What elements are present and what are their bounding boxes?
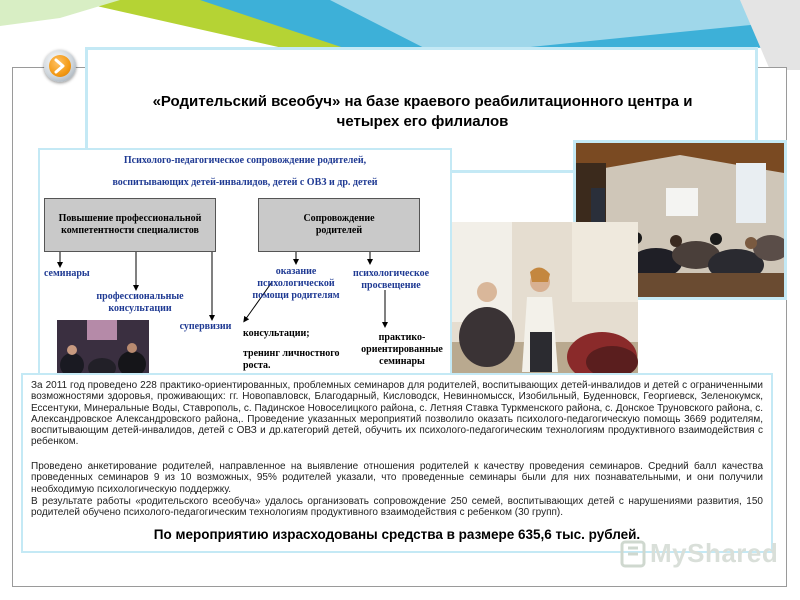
expenses-summary: По мероприятию израсходованы средства в размере 635,6 тыс. рублей. bbox=[153, 527, 641, 542]
title-line: «Родительский всеобуч» на базе краевого реабилитационного центра и bbox=[152, 93, 693, 110]
report-paragraph: Проведено анкетирование родителей, направленное на выявление отношения родителей к качеству проведения семинаров. Средний балл качества проведенных семинаров 9 из 10 возможных, 95% родителей указали, что проведенные семинары были для них познавательными, и они получили необходимую психологическую поддержку. bbox=[31, 461, 763, 495]
item-supervision: супервизии bbox=[179, 321, 232, 332]
title-line: четырех его филиалов bbox=[336, 113, 509, 130]
item-psychological-help: оказание психологической помощи родителям bbox=[252, 266, 340, 301]
sub-item-consultations: консультации; bbox=[243, 328, 310, 339]
report-paragraph: В результате работы «родительского всеобуча» удалось организовать сопровождение 250 семей, воспитывающих детей с нарушениями развития, 150 родителей обучено психолого-педагогическим технологиям продуктивного взаимодействия с ребенком (30 групп). bbox=[31, 496, 763, 519]
box-parents-label: Сопровождение родителей bbox=[303, 213, 375, 236]
page-title bbox=[110, 92, 735, 132]
watermark bbox=[620, 534, 790, 572]
diagram-heading-line: воспитывающих детей-инвалидов, детей с ОВЗ и др. детей bbox=[112, 177, 378, 188]
watermark-text: MyShared bbox=[650, 538, 779, 568]
box-specialists-label: Повышение профессиональной компетентности специалистов bbox=[58, 213, 202, 236]
sub-item-seminars: практико-ориентированные семинары bbox=[361, 332, 443, 367]
report-paragraph: За 2011 год проведено 228 практико-ориентированных, проблемных семинаров для родителей, воспитывающих детей-инвалидов и детей с ограниченными возможностями здоровья, проживающих: гг. Новопавловск, Благодарный, Кисловодск, Невинномысск, Изобильный, Буденновск, Георгиевск, Зеленокумск, Ессентуки, Минеральные Воды, Ставрополь, с. Падинское Новоселицкого района, с. Летняя Ставка Туркменского района, с. Донское Труновского района, с. Александровское Александровского района,. Проведение указанных мероприятий позволило оказать психолого-педагогическую помощь 3669 родителям, воспитывающим детей-инвалидов, детей с ОВЗ и др.категорий детей, обучить их психолого-педагогическим технологиям продуктивного взаимодействия с ребенком. bbox=[31, 380, 763, 448]
item-seminars: семинары bbox=[44, 268, 90, 279]
item-professional-consultations: профессиональные консультации bbox=[96, 291, 184, 314]
item-psychological-education: психологическое просвещение bbox=[352, 268, 430, 291]
report-text-panel bbox=[21, 373, 773, 553]
photo-speaker bbox=[452, 222, 638, 377]
sub-item-training: тренинг личностного роста. bbox=[243, 348, 340, 371]
diagram-heading-line: Психолого-педагогическое сопровождение родителей, bbox=[123, 155, 367, 166]
arrow-right-icon[interactable] bbox=[49, 55, 71, 77]
photo-group-session bbox=[57, 320, 149, 377]
